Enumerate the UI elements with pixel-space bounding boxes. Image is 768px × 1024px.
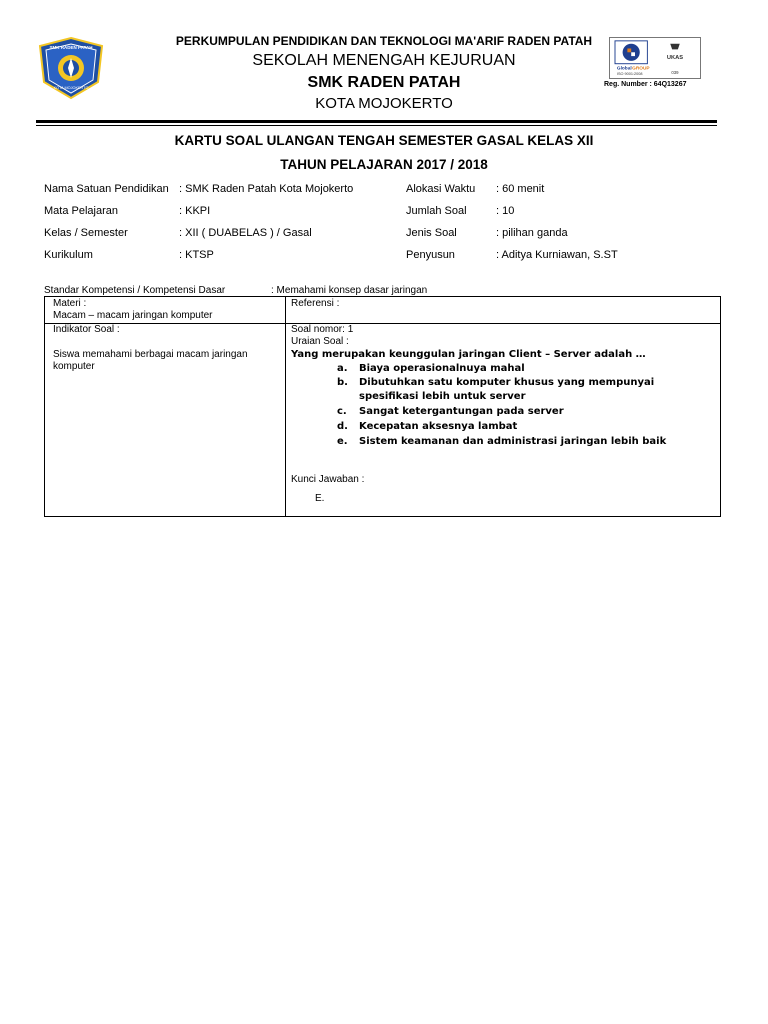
answer-option xyxy=(337,420,717,434)
option-letter: b. xyxy=(337,377,348,388)
indikator-line-1: Siswa memahami berbagai macam jaringan xyxy=(53,349,248,360)
info-value: : 10 xyxy=(496,205,515,217)
iso-certification-logo xyxy=(609,37,701,79)
info-value: : pilihan ganda xyxy=(496,227,568,239)
ukas-text: UKAS xyxy=(666,54,684,61)
logo-top-text: SMK RADEN PATAH xyxy=(49,45,93,50)
info-value: : Aditya Kurniawan, S.ST xyxy=(496,249,618,261)
option-letter: d. xyxy=(337,421,348,432)
info-label: Kurikulum xyxy=(44,249,93,261)
info-value: : 60 menit xyxy=(496,183,545,195)
answer-option xyxy=(337,405,717,419)
standar-kompetensi-value: : Memahami konsep dasar jaringan xyxy=(271,285,428,296)
info-label: Penyusun xyxy=(406,249,455,261)
info-value: : KTSP xyxy=(179,249,214,261)
option-text: Sistem keamanan dan administrasi jaringan lebih baik xyxy=(359,436,667,447)
soal-nomor: Soal nomor: 1 xyxy=(291,324,354,335)
answer-option xyxy=(337,376,717,404)
indikator-line-2: komputer xyxy=(53,361,95,372)
materi-value: Macam – macam jaringan komputer xyxy=(53,310,213,321)
header-rule-thin xyxy=(36,125,717,126)
kunci-jawaban-value: E. xyxy=(315,493,325,504)
info-label: Kelas / Semester xyxy=(44,227,128,239)
table-column-divider xyxy=(285,297,286,516)
school-type: SEKOLAH MENENGAH KEJURUAN xyxy=(252,52,516,69)
option-text: Biaya operasionalnuya mahal xyxy=(359,363,525,374)
option-letter: a. xyxy=(337,363,348,374)
document-header xyxy=(0,0,768,125)
registration-number: Reg. Number : 64Q13267 xyxy=(604,81,687,88)
indikator-label: Indikator Soal : xyxy=(53,324,120,335)
school-name: SMK RADEN PATAH xyxy=(307,74,461,91)
document-title: KARTU SOAL ULANGAN TENGAH SEMESTER GASAL KELAS XII xyxy=(174,133,594,148)
info-label: Alokasi Waktu xyxy=(406,183,476,195)
info-label: Mata Pelajaran xyxy=(44,205,118,217)
cert-iso-text: ISO 9001:2008 xyxy=(616,72,643,77)
organization-name: PERKUMPULAN PENDIDIKAN DAN TEKNOLOGI MA'ARIF RADEN PATAH xyxy=(175,34,593,48)
answer-option xyxy=(337,435,717,449)
uraian-label: Uraian Soal : xyxy=(291,336,349,347)
info-label: Jenis Soal xyxy=(406,227,457,239)
info-label: Jumlah Soal xyxy=(406,205,467,217)
logo-bottom-text: KOTA MOJOKERTO xyxy=(53,86,89,90)
cert-brand: Global xyxy=(616,66,632,72)
option-letter: e. xyxy=(337,436,348,447)
question-text: Yang merupakan keunggulan jaringan Client – Server adalah … xyxy=(291,349,646,360)
info-value: : XII ( DUABELAS ) / Gasal xyxy=(179,227,312,239)
option-text: Dibutuhkan satu komputer khusus yang mempunyai spesifikasi lebih untuk server xyxy=(359,377,655,402)
academic-year-title: TAHUN PELAJARAN 2017 / 2018 xyxy=(280,157,488,172)
standar-kompetensi-label: Standar Kompetensi / Kompetensi Dasar xyxy=(44,285,226,296)
materi-label: Materi : xyxy=(53,298,87,309)
header-text-block xyxy=(150,34,618,113)
table-row-divider xyxy=(45,323,720,324)
option-text: Kecepatan aksesnya lambat xyxy=(359,421,518,432)
ukas-number: 039 xyxy=(671,70,679,76)
option-text: Sangat ketergantungan pada server xyxy=(359,406,564,417)
answer-option xyxy=(337,362,717,376)
referensi-label: Referensi : xyxy=(291,298,340,309)
school-city: KOTA MOJOKERTO xyxy=(315,95,453,112)
header-rule-thick xyxy=(36,120,717,123)
school-logo xyxy=(36,36,106,100)
question-card-table xyxy=(44,296,721,517)
cert-brand-2: GROUP xyxy=(632,66,650,72)
info-label: Nama Satuan Pendidikan xyxy=(44,183,169,195)
option-letter: c. xyxy=(337,406,347,417)
kunci-jawaban-label: Kunci Jawaban : xyxy=(291,474,365,485)
info-value: : KKPI xyxy=(179,205,211,217)
info-value: : SMK Raden Patah Kota Mojokerto xyxy=(179,183,354,195)
